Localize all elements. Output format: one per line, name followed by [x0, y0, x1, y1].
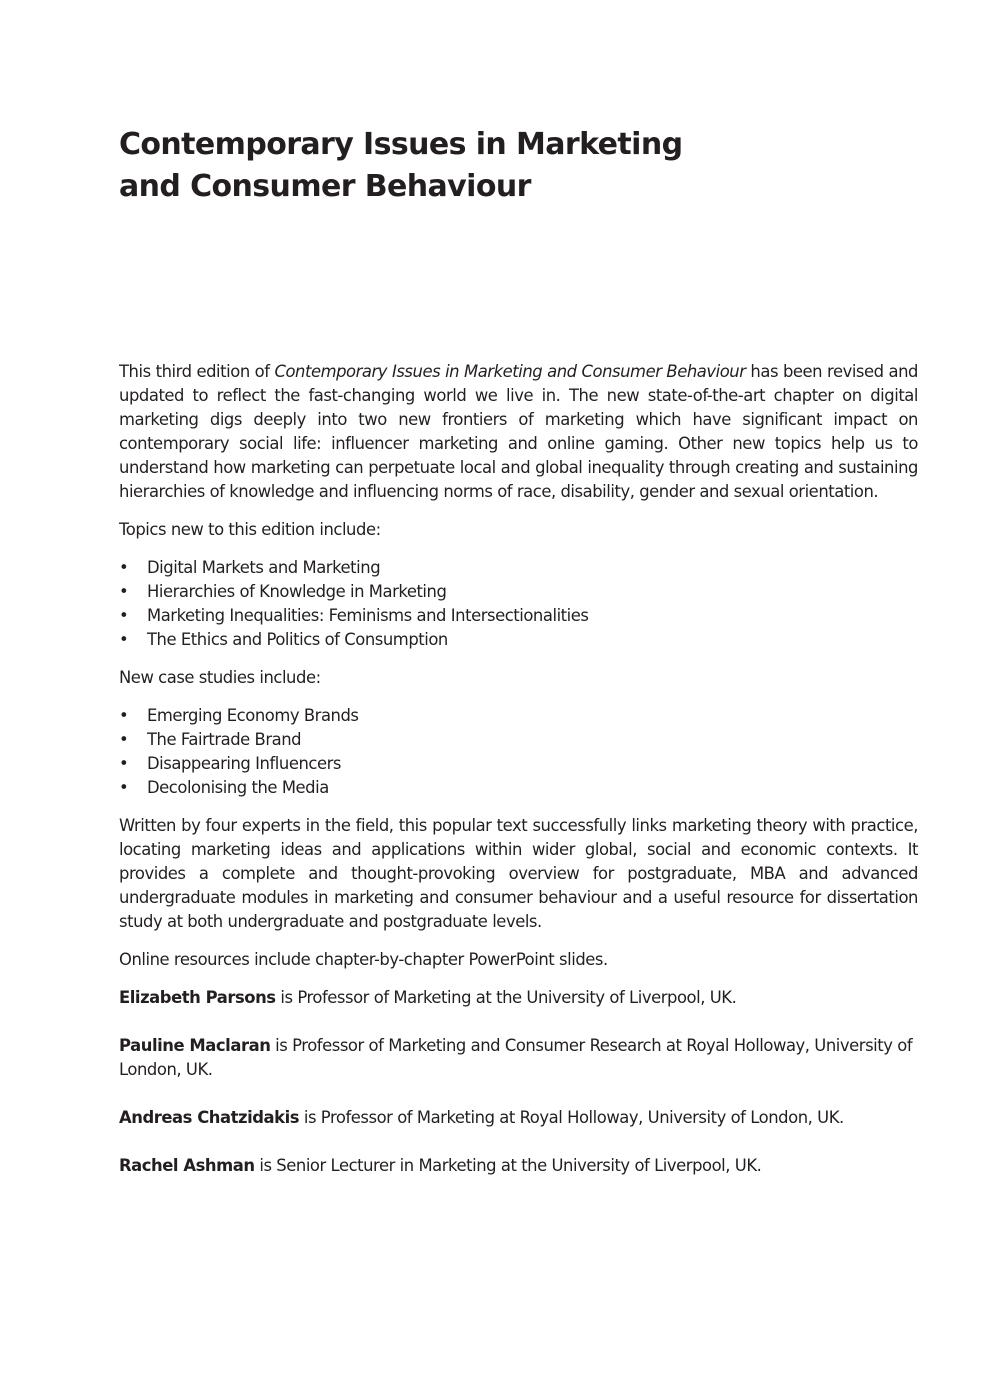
author-bio [119, 1154, 918, 1178]
author-bio [119, 1106, 918, 1130]
description-text: has been revised and updated to reflect the fast-changing world we live in. The new state-of-the-art chapter on digital marketing digs deeply into two new frontiers of marketing which have significant impact on contemporary social life: influencer marketing and online gaming. Other new topics help us to understand how marketing can perpetuate local and global inequality through creating and sustaining hierarchies of knowledge and influencing norms of race, disability, gender and sexual orientation. [119, 362, 918, 501]
list-item: • Emerging Economy Brands [119, 704, 918, 728]
list-item: • The Ethics and Politics of Consumption [119, 628, 918, 652]
book-title [119, 124, 682, 208]
list-item: • The Fairtrade Brand [119, 728, 918, 752]
book-title-line-1: Contemporary Issues in Marketing [119, 127, 683, 162]
author-name: Elizabeth Parsons [119, 988, 276, 1007]
list-item: • Disappearing Influencers [119, 752, 918, 776]
case-studies-intro: New case studies include: [119, 668, 321, 687]
topics-intro: Topics new to this edition include: [119, 520, 381, 539]
case-studies-list [119, 704, 918, 800]
book-title-line-2: and Consumer Behaviour [119, 169, 531, 204]
list-item: • Hierarchies of Knowledge in Marketing [119, 580, 918, 604]
author-role: is Senior Lecturer in Marketing at the University of Liverpool, UK. [254, 1156, 762, 1175]
author-name: Andreas Chatzidakis [119, 1108, 300, 1127]
description-book-title-italic: Contemporary Issues in Marketing and Consumer Behaviour [274, 362, 746, 381]
description-lead-in: This third edition of [119, 362, 275, 381]
blurb-body [119, 360, 918, 1202]
summary-paragraph: Written by four experts in the field, this popular text successfully links marketing theory with practice, locating marketing ideas and applications within wider global, social and economic contexts. It provides a complete and thought-provoking overview for postgraduate, MBA and advanced undergraduate modules in marketing and consumer behaviour and a useful resource for dissertation study at both undergraduate and postgraduate levels. [119, 816, 918, 931]
description-paragraph [119, 360, 918, 504]
author-name: Rachel Ashman [119, 1156, 255, 1175]
author-role: is Professor of Marketing at Royal Holloway, University of London, UK. [299, 1108, 844, 1127]
author-name: Pauline Maclaran [119, 1036, 271, 1055]
author-bio [119, 986, 918, 1010]
list-item: • Marketing Inequalities: Feminisms and Intersectionalities [119, 604, 918, 628]
author-role: is Professor of Marketing and Consumer Research at Royal Holloway, University of London, UK. [119, 1036, 913, 1079]
author-role: is Professor of Marketing at the University of Liverpool, UK. [275, 988, 737, 1007]
list-item: • Digital Markets and Marketing [119, 556, 918, 580]
online-resources-note: Online resources include chapter-by-chapter PowerPoint slides. [119, 950, 608, 969]
author-bio [119, 1034, 918, 1082]
list-item: • Decolonising the Media [119, 776, 918, 800]
topics-list [119, 556, 918, 652]
